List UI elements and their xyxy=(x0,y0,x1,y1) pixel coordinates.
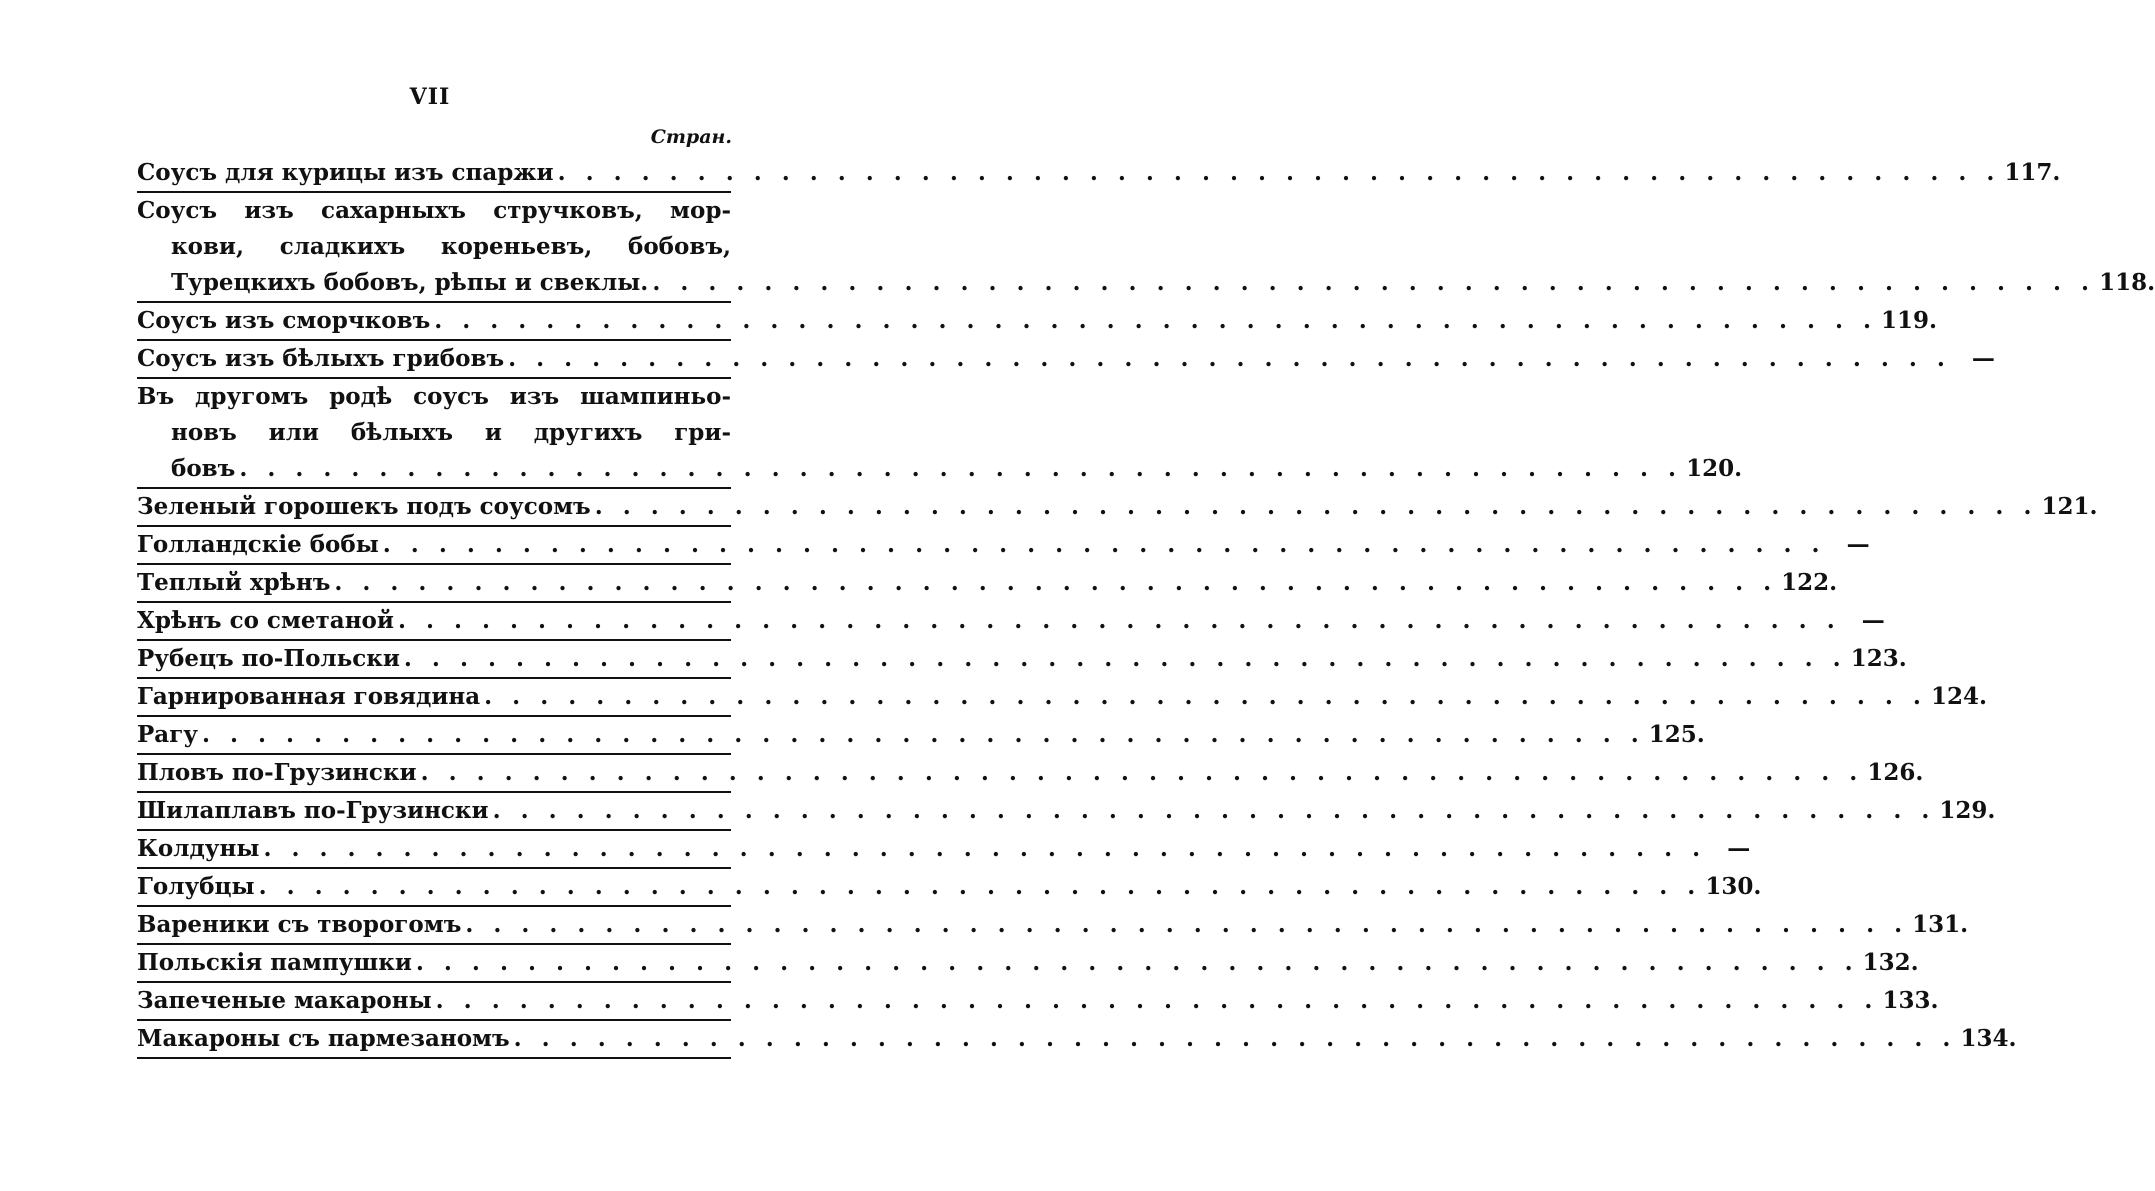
toc-entry-line xyxy=(137,717,1705,753)
toc-entry-title: Соусъ изъ сахарныхъ стручковъ, мор- xyxy=(137,197,731,224)
toc-entry xyxy=(137,907,1969,945)
toc-entry-line xyxy=(137,603,1885,639)
toc-entry xyxy=(137,341,1995,379)
toc-entry-title: Рубецъ по-Польски xyxy=(137,645,400,672)
toc-entry-title: Польскія пампушки xyxy=(137,949,412,976)
toc-entry-line xyxy=(137,265,2155,301)
toc-entry-title: Колдуны xyxy=(137,835,260,862)
toc-entry-page: 124. xyxy=(1930,683,1987,710)
toc-entry-line xyxy=(137,1021,2017,1057)
toc-entry-title: Вареники съ творогомъ xyxy=(137,911,462,938)
toc-entry-line xyxy=(137,379,731,415)
dot-leader xyxy=(404,641,1847,677)
toc-entry-line xyxy=(137,527,1870,563)
toc-entry-page: — xyxy=(1861,607,1885,634)
dot-leader xyxy=(465,907,1908,943)
dot-leader xyxy=(398,603,1841,639)
toc-entry-title: Въ другомъ родѣ соусъ изъ шампиньо- xyxy=(137,383,731,410)
toc-entry-line xyxy=(137,945,1919,981)
toc-entry xyxy=(137,565,1838,603)
toc-entry-title: Соусъ для курицы изъ спаржи xyxy=(137,159,554,186)
toc-entry-page: 131. xyxy=(1912,911,1969,938)
toc-entry-page: — xyxy=(1846,531,1870,558)
toc-entry-page: 126. xyxy=(1867,759,1924,786)
toc-entry-page: 134. xyxy=(1960,1025,2017,1052)
toc-entry-line xyxy=(137,229,731,265)
toc-entry-title: Хрѣнъ со сметаной xyxy=(137,607,394,634)
toc-entry-page: 120. xyxy=(1686,455,1743,482)
dot-leader xyxy=(508,341,1951,377)
toc-entry-title: Гарнированная говядина xyxy=(137,683,481,710)
toc-entry xyxy=(137,527,1870,565)
dot-leader xyxy=(259,869,1702,905)
dot-leader xyxy=(334,565,1777,601)
toc-entry-title: Соусъ изъ сморчковъ xyxy=(137,307,431,334)
toc-entry-line xyxy=(137,869,1762,905)
toc-entry-line xyxy=(137,565,1838,601)
toc-entry xyxy=(137,983,1939,1021)
toc-entry-page: 122. xyxy=(1781,569,1838,596)
dot-leader xyxy=(493,793,1936,829)
toc-entry-page: 132. xyxy=(1862,949,1919,976)
dot-leader xyxy=(383,527,1826,563)
toc-entry xyxy=(137,603,1885,641)
toc-entry-title: Зеленый горошекъ подъ соусомъ xyxy=(137,493,591,520)
toc-entry-line xyxy=(137,641,1907,677)
toc-entry xyxy=(137,831,1751,869)
toc-entry-title: Рагу xyxy=(137,721,199,748)
dot-leader xyxy=(514,1021,1957,1057)
toc-entry-line xyxy=(137,831,1751,867)
toc-entry-page: 123. xyxy=(1850,645,1907,672)
toc-entry-page: — xyxy=(1971,345,1995,372)
page-number: VII xyxy=(409,84,451,110)
toc-entry-line xyxy=(137,451,1743,487)
toc-entry-title: Шилаплавъ по-Грузински xyxy=(137,797,489,824)
toc-entry-line xyxy=(137,303,1938,339)
toc-entry-page: 121. xyxy=(2041,493,2098,520)
toc-entry-line xyxy=(137,679,1987,715)
toc-entry xyxy=(137,679,1987,717)
toc-entry xyxy=(137,717,1705,755)
toc-entry xyxy=(137,1021,2017,1059)
toc-entry xyxy=(137,641,1907,679)
toc-entry xyxy=(137,945,1919,983)
toc-entry-line xyxy=(137,341,1995,377)
dot-leader xyxy=(434,303,1877,339)
toc-entry xyxy=(137,869,1762,907)
toc-entry-line xyxy=(137,155,2061,191)
toc-entry-page: — xyxy=(1727,835,1751,862)
toc-entry xyxy=(137,155,2061,193)
toc-entry-line xyxy=(137,193,731,229)
toc-entry-line xyxy=(137,793,1996,829)
dot-leader xyxy=(239,451,1682,487)
toc-entry-line xyxy=(137,983,1939,1019)
toc-entry xyxy=(137,379,1743,489)
dot-leader xyxy=(558,155,2001,191)
toc-entry-line xyxy=(137,415,731,451)
dot-leader xyxy=(202,717,1645,753)
toc-entry-page: 117. xyxy=(2004,159,2061,186)
toc-entry-title: Пловъ по-Грузински xyxy=(137,759,417,786)
toc-entry xyxy=(137,193,2155,303)
toc-entry xyxy=(137,755,1924,793)
toc-entry-title: кови, сладкихъ кореньевъ, бобовъ, xyxy=(171,233,731,260)
toc-entry-title: бовъ xyxy=(171,455,236,482)
toc-entry-page: 129. xyxy=(1939,797,1996,824)
toc-entry-page: 119. xyxy=(1881,307,1938,334)
toc-entry-line xyxy=(137,907,1969,943)
toc-entry-line xyxy=(137,489,2098,525)
toc-entry-title: Голландскіе бобы xyxy=(137,531,379,558)
toc-entry xyxy=(137,489,2098,527)
dot-leader xyxy=(416,945,1859,981)
toc-entry xyxy=(137,303,1938,341)
toc-entry-page: 130. xyxy=(1705,873,1762,900)
toc-entry-title: Запеченые макароны xyxy=(137,987,432,1014)
dot-leader xyxy=(436,983,1879,1019)
dot-leader xyxy=(421,755,1864,791)
toc-entry-title: Теплый хрѣнъ xyxy=(137,569,331,596)
toc-entry-title: Макароны съ пармезаномъ xyxy=(137,1025,510,1052)
dot-leader xyxy=(595,489,2038,525)
dot-leader xyxy=(484,679,1927,715)
toc-entry-title: Соусъ изъ бѣлыхъ грибовъ xyxy=(137,345,505,372)
toc-entry-title: Голубцы xyxy=(137,873,255,900)
dot-leader xyxy=(652,265,2095,301)
page-column-header: Стран. xyxy=(650,126,732,148)
toc-entry-page: 125. xyxy=(1648,721,1705,748)
toc-entry-line xyxy=(137,755,1924,791)
toc-entry-title: новъ или бѣлыхъ и другихъ гри- xyxy=(171,419,731,446)
toc-entry-page: 133. xyxy=(1882,987,1939,1014)
toc-entry xyxy=(137,793,1996,831)
toc-entry-page: 118. xyxy=(2099,269,2155,296)
toc-entry-title: Турецкихъ бобовъ, рѣпы и свеклы. xyxy=(171,269,649,296)
dot-leader xyxy=(263,831,1706,867)
